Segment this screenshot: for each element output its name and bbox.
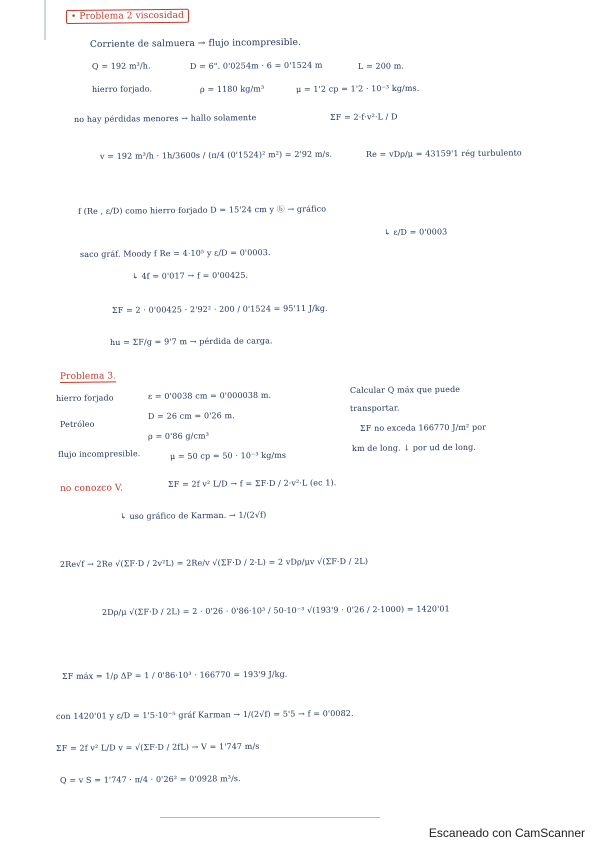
p2-line-1: Corriente de salmuera → flujo incompresible. (89, 37, 302, 50)
p3-fluid: Petróleo (59, 419, 95, 429)
p2-no-minor-losses: no hay pérdidas menores → hallo solamente (73, 113, 257, 124)
p2-moody: saco gráf. Moody f Re = 4·10⁵ y ε/D = 0'0003. (79, 248, 271, 259)
p3-friction-result: con 1420'01 y ε/D = 1'5·10⁻⁵ gráf Karman → 1/(2√f) = 5'5 → f = 0'0082. (55, 708, 354, 721)
p3-karman: ↳ uso gráfico de Karman. → 1/(2√f) (119, 510, 267, 521)
p3-diameter: D = 26 cm = 0'26 m. (147, 411, 235, 421)
p3-flow-type: flujo incompresible. (57, 449, 141, 459)
p2-friction-eq: ΣF = 2·f·v²·L / D (329, 112, 398, 122)
p3-constraint-1: ΣF no exceda 166770 J/m² por (359, 422, 487, 433)
p3-2re-sqrt-f: 2Re√f → 2Re √(ΣF·D / 2v²L) = 2Re/v √(ΣF·D / 2·L) = 2 vDρ/μv √(ΣF·D / 2L) (59, 556, 369, 569)
p2-flow-rate: Q = 192 m³/h. (91, 61, 151, 71)
p2-f-value: ↳ 4f = 0'017 → f = 0'00425. (131, 270, 249, 281)
p2-diameter: D = 6". 0'0254m · 6 = 0'1524 m (189, 60, 323, 71)
p3-max-flow: Q = v S = 1'747 · π/4 · 0'26² = 0'0928 m³/s. (59, 774, 241, 785)
p2-sum-f: ΣF = 2 · 0'00425 · 2'92² · 200 / 0'1524 = 95'11 J/kg. (111, 303, 328, 315)
p2-roughness: ↳ ε/D = 0'0003 (383, 227, 448, 237)
p2-material: hierro forjado. (91, 84, 153, 94)
p2-friction-factor: f (Re , ε/D) como hierro forjado D = 15'24 cm y ⓑ → gráfico (77, 204, 327, 216)
problem-3-title: Problema 3. (59, 371, 117, 382)
problem-2-title: • Problema 2 viscosidad (66, 11, 189, 22)
p2-length: L = 200 m. (357, 61, 405, 71)
p2-head-loss: hu = ΣF/g = 9'7 m → pérdida de carga. (109, 336, 273, 347)
p3-friction-eq: ΣF = 2f v² L/D → f = ΣF·D / 2·v²·L (ec 1). (167, 478, 337, 489)
p3-material: hierro forjado (55, 393, 114, 403)
p3-goal-2: transportar. (349, 403, 400, 413)
p3-unknown-v: no conozco V. (59, 483, 123, 494)
p3-karman-number: 2Dρ/μ √(ΣF·D / 2L) = 2 · 0'26 · 0'86·10³ / 50·10⁻³ √(193'9 · 0'26 / 2·1000) = 1420'01 (101, 604, 450, 617)
p3-sum-f-max: ΣF máx = 1/ρ ΔP = 1 / 0'86·10³ · 166770 = 193'9 J/kg. (61, 669, 288, 681)
p3-constraint-2: km de long. ↓ por ud de long. (351, 442, 477, 453)
p3-velocity: ΣF = 2f v² L/D v = √(ΣF·D / 2fL) → V = 1'747 m/s (55, 741, 260, 753)
bottom-scan-line (160, 817, 380, 818)
p2-velocity-eq: v = 192 m³/h · 1h/3600s / (π/4 (0'1524)² m²) = 2'92 m/s. (99, 149, 333, 161)
p3-density: ρ = 0'86 g/cm³ (147, 431, 210, 441)
p2-reynolds-eq: Re = vDρ/μ = 43159'1 rég turbulento (365, 148, 522, 159)
p3-viscosity: μ = 50 cp = 50 · 10⁻³ kg/ms (169, 450, 287, 461)
p2-viscosity: μ = 1'2 cp = 1'2 · 10⁻³ kg/ms. (295, 83, 420, 94)
camscanner-watermark: Escaneado con CamScanner (428, 826, 585, 840)
margin-line (44, 0, 46, 40)
p3-goal-1: Calcular Q máx que puede (349, 384, 461, 395)
p3-roughness: ε = 0'0038 cm = 0'000038 m. (147, 390, 272, 401)
p2-density: ρ = 1180 kg/m³ (199, 84, 265, 94)
